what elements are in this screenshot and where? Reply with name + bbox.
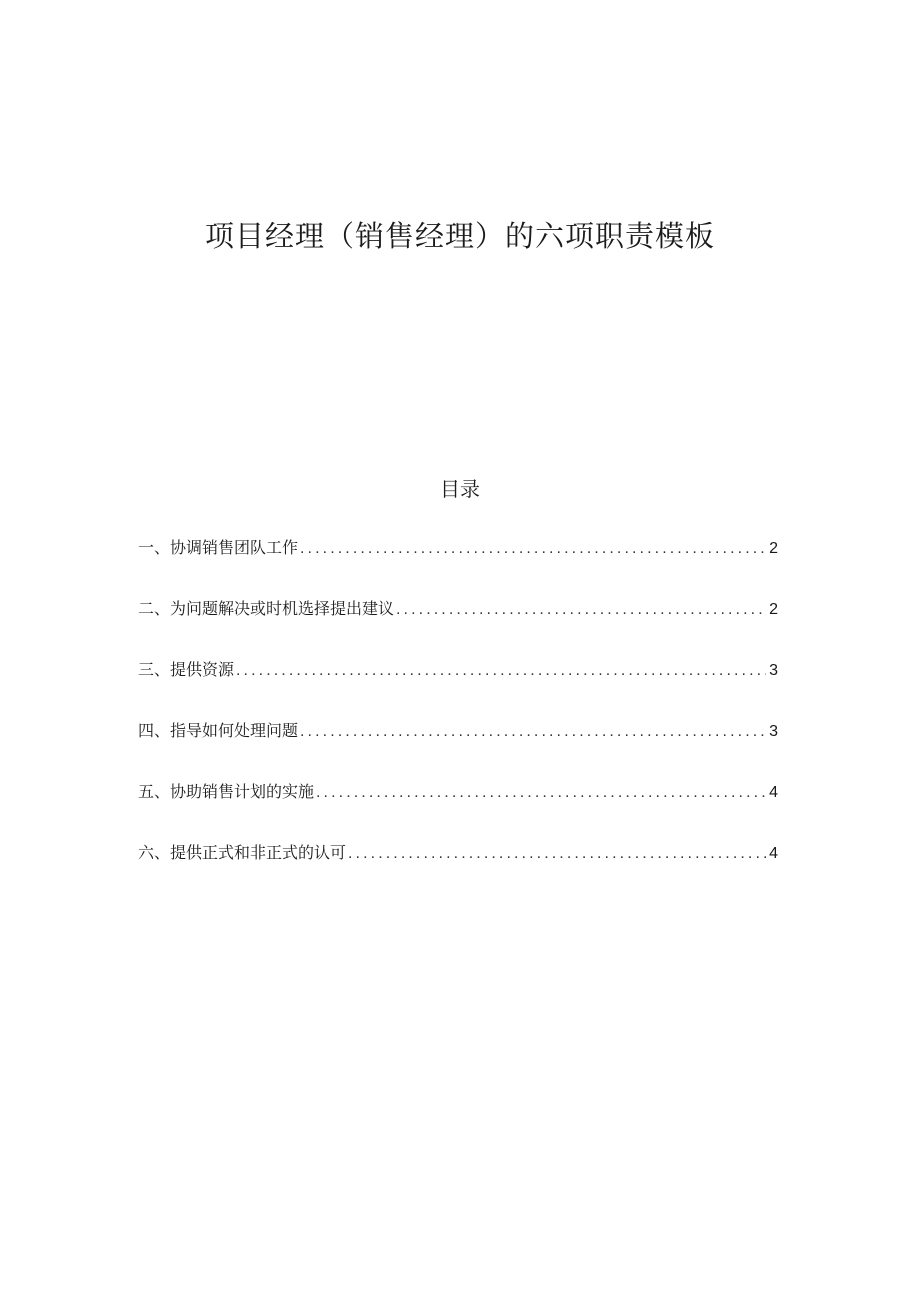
document-title: 项目经理（销售经理）的六项职责模板 (204, 219, 715, 253)
toc-entry-label: 六、提供正式和非正式的认可 (138, 843, 347, 862)
toc-page-number: 4 (769, 845, 778, 862)
toc-entry[interactable] (138, 716, 778, 777)
toc-page-number: 4 (769, 784, 778, 801)
toc-page-number: 2 (769, 540, 778, 557)
toc-entry-label: 一、协调销售团队工作 (138, 538, 299, 557)
toc-entry[interactable] (138, 655, 778, 716)
toc-dot-leader (236, 656, 766, 686)
toc-page-number: 3 (769, 662, 778, 679)
toc-page-number: 3 (769, 723, 778, 740)
toc-dot-leader (300, 534, 766, 564)
toc-entry[interactable] (138, 777, 778, 838)
toc-entry-label: 五、协助销售计划的实施 (138, 782, 315, 801)
toc-page-number: 2 (769, 601, 778, 618)
toc-dot-leader (316, 778, 766, 808)
toc-entry-label: 四、指导如何处理问题 (138, 721, 299, 740)
toc-dot-leader (300, 717, 766, 747)
toc-dot-leader (396, 595, 766, 625)
toc-entry-label: 三、提供资源 (138, 660, 235, 679)
toc-entry[interactable] (138, 594, 778, 655)
toc-heading: 目录 (440, 477, 480, 501)
table-of-contents (138, 533, 778, 899)
toc-entry-label: 二、为问题解决或时机选择提出建议 (138, 599, 395, 618)
toc-entry[interactable] (138, 838, 778, 899)
toc-entry[interactable] (138, 533, 778, 594)
toc-dot-leader (348, 839, 766, 869)
